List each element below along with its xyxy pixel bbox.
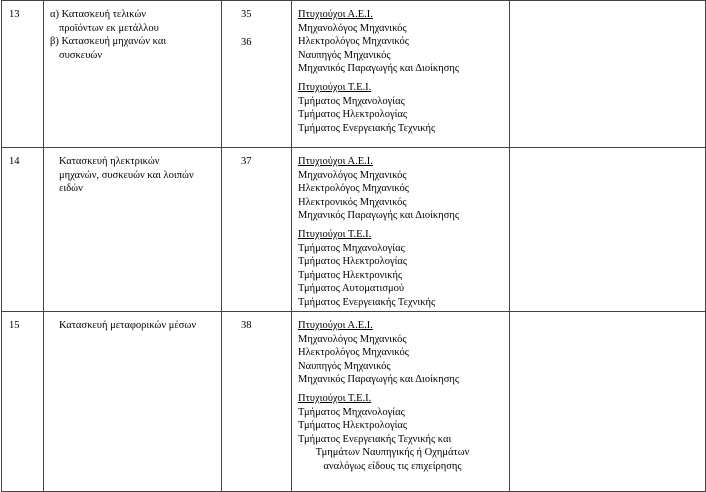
code-cell [222,1,292,148]
qualification-item: Τμήματος Ενεργειακής Τεχνικής και [298,433,452,445]
activity-line: προϊόντων εκ μετάλλου [59,22,159,34]
code-cell [222,312,292,492]
qualification-item: αναλόγως είδους τις επιχείρησης [323,460,462,472]
qualifications-cell [292,1,510,148]
qualification-item: Ηλεκτρονικός Μηχανικός [298,196,407,208]
qualification-item: Τμήματος Μηχανολογίας [298,242,405,254]
row-number: 14 [9,156,20,167]
qualifications-table [1,0,706,492]
activity-code: 36 [241,36,252,48]
qualification-item: Τμήματος Ηλεκτρολογίας [298,420,408,432]
qualification-item: Τμήματος Μηχανολογίας [298,406,405,418]
qualification-item: Τμήματος Αυτοματισμού [298,283,405,295]
activity-cell [44,312,222,492]
activity-line: α) Κατασκευή τελικών [50,9,146,20]
activity-line: συσκευών [59,49,103,61]
qualification-item: Ηλεκτρολόγος Μηχανικός [298,347,409,359]
row-number: 13 [9,9,20,20]
qualification-item: Τμήματος Ενεργειακής Τεχνικής [298,122,436,134]
empty-cell [510,1,706,148]
table-row [2,148,706,312]
qualification-item: Μηχανικός Παραγωγής και Διοίκησης [298,210,460,222]
row-number-cell [2,148,44,312]
activity-line: β) Κατασκευή μηχανών και [50,36,167,48]
activity-cell [44,1,222,148]
activity-line: ειδών [59,183,83,195]
qualification-item: Τμήματος Ηλεκτρονικής [298,269,403,281]
qualification-item: Τμήματος Ηλεκτρολογίας [298,109,408,121]
qualification-item: Ηλεκτρολόγος Μηχανικός [298,36,409,48]
qualification-item: Ηλεκτρολόγος Μηχανικός [298,183,409,195]
tei-heading: Πτυχιούχοι Τ.Ε.Ι. [298,228,372,240]
qualifications-cell [292,312,510,492]
activity-cell [44,148,222,312]
row-number-cell [2,1,44,148]
qualification-item: Μηχανολόγος Μηχανικός [298,169,407,181]
empty-cell [510,148,706,312]
qualification-item: Μηχανολόγος Μηχανικός [298,333,407,345]
empty-cell [510,312,706,492]
table-row [2,312,706,492]
activity-code: 38 [241,320,252,331]
activity-line: μηχανών, συσκευών και λοιπών [59,169,194,181]
qualification-item: Τμήματος Ενεργειακής Τεχνικής [298,296,436,308]
tei-heading: Πτυχιούχοι Τ.Ε.Ι. [298,392,372,404]
activity-code: 37 [241,156,252,167]
qualification-item: Τμήματος Ηλεκτρολογίας [298,256,408,268]
aei-heading: Πτυχιούχοι Α.Ε.Ι. [298,156,373,167]
aei-heading: Πτυχιούχοι Α.Ε.Ι. [298,9,373,20]
qualification-item: Μηχανικός Παραγωγής και Διοίκησης [298,374,460,386]
qualification-item: Μηχανολόγος Μηχανικός [298,22,407,34]
tei-heading: Πτυχιούχοι Τ.Ε.Ι. [298,81,372,93]
qualification-item: Ναυπηγός Μηχανικός [298,360,391,372]
code-cell [222,148,292,312]
aei-heading: Πτυχιούχοι Α.Ε.Ι. [298,320,373,331]
qualification-item: Μηχανικός Παραγωγής και Διοίκησης [298,63,460,75]
qualifications-cell [292,148,510,312]
row-number: 15 [9,320,20,331]
qualification-item: Τμήματος Μηχανολογίας [298,95,405,107]
table-row [2,1,706,148]
activity-line: Κατασκευή ηλεκτρικών [59,156,160,167]
qualification-item: Ναυπηγός Μηχανικός [298,49,391,61]
row-number-cell [2,312,44,492]
activity-code: 35 [241,9,252,20]
qualification-item: Τμημάτων Ναυπηγικής ή Οχημάτων [315,447,470,459]
activity-line: Κατασκευή μεταφορικών μέσων [59,320,197,331]
